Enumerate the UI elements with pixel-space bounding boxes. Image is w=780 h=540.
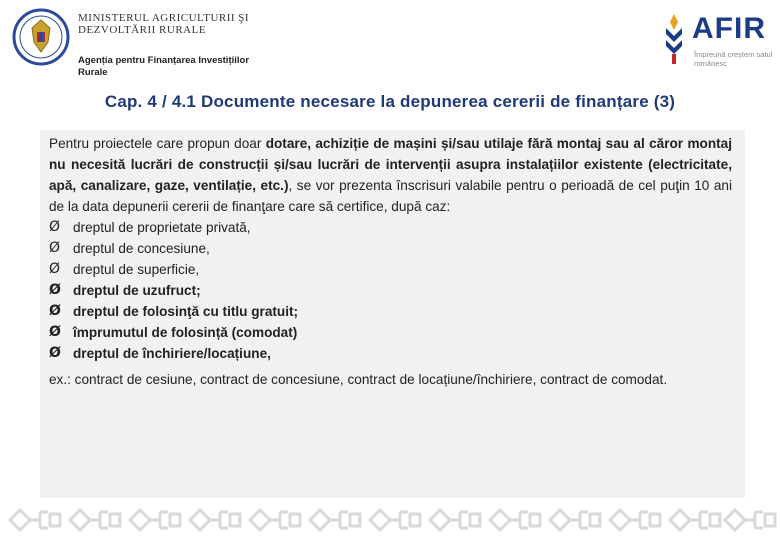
agency-name: Agenția pentru Finanțarea Investițiilor Rurale (78, 55, 250, 78)
list-item: Ø dreptul de proprietate privată, (49, 217, 732, 238)
slide-body (49, 133, 732, 396)
arrow-bullet-icon: Ø (49, 303, 61, 319)
rights-list (49, 217, 732, 364)
list-item: Ø dreptul de superficie, (49, 259, 732, 280)
afir-wheat-icon (660, 10, 688, 66)
list-item: Ø împrumutul de folosință (comodat) (49, 322, 732, 343)
list-item: Ø dreptul de uzufruct; (49, 280, 732, 301)
intro-paragraph (49, 133, 732, 217)
arrow-bullet-icon: Ø (49, 282, 61, 298)
arrow-bullet-icon: Ø (49, 240, 61, 256)
intro-suffix: , se vor prezenta înscrisuri valabile pentru o perioadă de cel puţin 10 ani de la data depunerii cererii de finanţare care să certifice, după caz: (49, 178, 733, 214)
afir-tagline: Împreună creștem satul românesc (694, 50, 773, 68)
ministry-name: MINISTERUL AGRICULTURII ŞI DEZVOLTĂRII RURALE (78, 12, 250, 36)
arrow-bullet-icon: Ø (49, 261, 61, 277)
list-item: Ø dreptul de folosinţă cu titlu gratuit; (49, 301, 732, 322)
decorative-folk-pattern (0, 500, 780, 540)
intro-bold: dotare, achiziție de mașini și/sau utilaje fără montaj sau al căror montaj nu necesită lucrări de construcții și/sau lucrări de intervenții asupra instalațiilor existente (electricitate, apă, canalizare, gaze, ventilație, etc.) (49, 136, 733, 193)
example-text: ex.: contract de cesiune, contract de concesiune, contract de locațiune/închiriere, contract de comodat. (49, 372, 668, 387)
arrow-bullet-icon: Ø (49, 324, 61, 340)
afir-wordmark: AFIR (692, 12, 766, 45)
list-item: Ø dreptul de concesiune, (49, 238, 732, 259)
romania-government-crest-icon (12, 8, 70, 66)
intro-prefix: Pentru proiectele care propun doar (49, 136, 266, 151)
list-item: Ø dreptul de închiriere/locațiune, (49, 343, 732, 364)
page-title: Cap. 4 / 4.1 Documente necesare la depunerea cererii de finanțare (3) (104, 92, 676, 111)
slide-header (0, 0, 780, 90)
arrow-bullet-icon: Ø (49, 219, 61, 235)
afir-logo (660, 10, 773, 80)
arrow-bullet-icon: Ø (49, 345, 61, 361)
